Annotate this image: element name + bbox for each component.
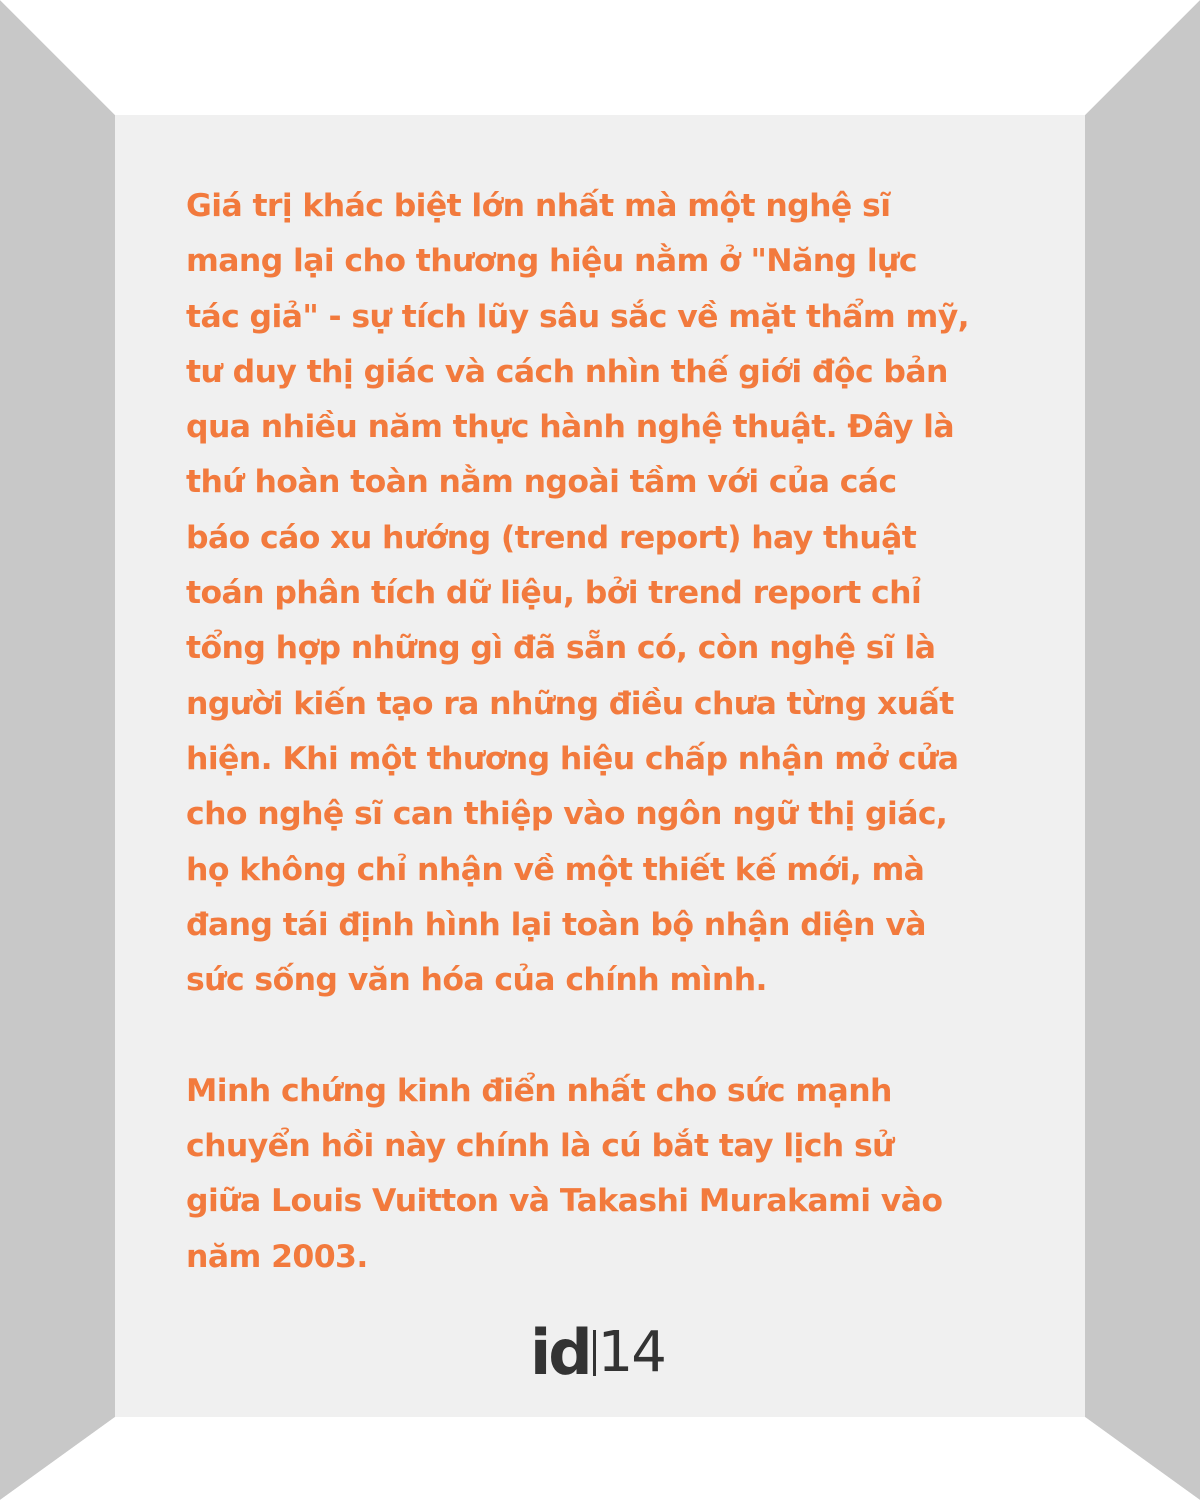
logo-number: 14 xyxy=(597,1320,665,1385)
brand-logo xyxy=(530,1316,665,1389)
text-line: toán phân tích dữ liệu, bởi trend report chỉ xyxy=(186,575,922,612)
logo-mark: id xyxy=(530,1316,590,1389)
text-line: qua nhiều năm thực hành nghệ thuật. Đây là xyxy=(186,409,955,446)
text-line: tư duy thị giác và cách nhìn thế giới độc bản xyxy=(186,353,948,390)
text-line: năm 2003. xyxy=(186,1238,368,1275)
article-body xyxy=(186,179,1036,1285)
text-line: đang tái định hình lại toàn bộ nhận diện và xyxy=(186,906,926,943)
content-panel xyxy=(115,115,1085,1417)
text-line: mang lại cho thương hiệu nằm ở "Năng lực xyxy=(186,243,917,280)
text-line: Minh chứng kinh điển nhất cho sức mạnh xyxy=(186,1072,892,1109)
text-line: cho nghệ sĩ can thiệp vào ngôn ngữ thị giác, xyxy=(186,796,948,833)
text-line: hiện. Khi một thương hiệu chấp nhận mở cửa xyxy=(186,740,959,777)
text-line: tác giả" - sự tích lũy sâu sắc về mặt thẩm mỹ, xyxy=(186,298,970,335)
frame-floor xyxy=(0,1417,1200,1500)
text-line: báo cáo xu hướng (trend report) hay thuật xyxy=(186,519,917,556)
article-paragraph xyxy=(186,1064,1036,1285)
logo-divider xyxy=(593,1330,596,1376)
frame-ceiling xyxy=(0,0,1200,115)
text-line: họ không chỉ nhận về một thiết kế mới, mà xyxy=(186,851,925,888)
text-line: người kiến tạo ra những điều chưa từng xuất xyxy=(186,685,954,722)
frame-right-wall xyxy=(1085,0,1200,1500)
text-line: tổng hợp những gì đã sẵn có, còn nghệ sĩ là xyxy=(186,630,936,667)
text-line: sức sống văn hóa của chính mình. xyxy=(186,962,767,999)
frame-left-wall xyxy=(0,0,115,1500)
text-line: chuyển hồi này chính là cú bắt tay lịch sử xyxy=(186,1128,894,1165)
text-line: Giá trị khác biệt lớn nhất mà một nghệ sĩ xyxy=(186,188,891,224)
text-line: thứ hoàn toàn nằm ngoài tầm với của các xyxy=(186,464,897,501)
article-paragraph xyxy=(186,179,1036,1008)
text-line: giữa Louis Vuitton và Takashi Murakami vào xyxy=(186,1183,943,1220)
